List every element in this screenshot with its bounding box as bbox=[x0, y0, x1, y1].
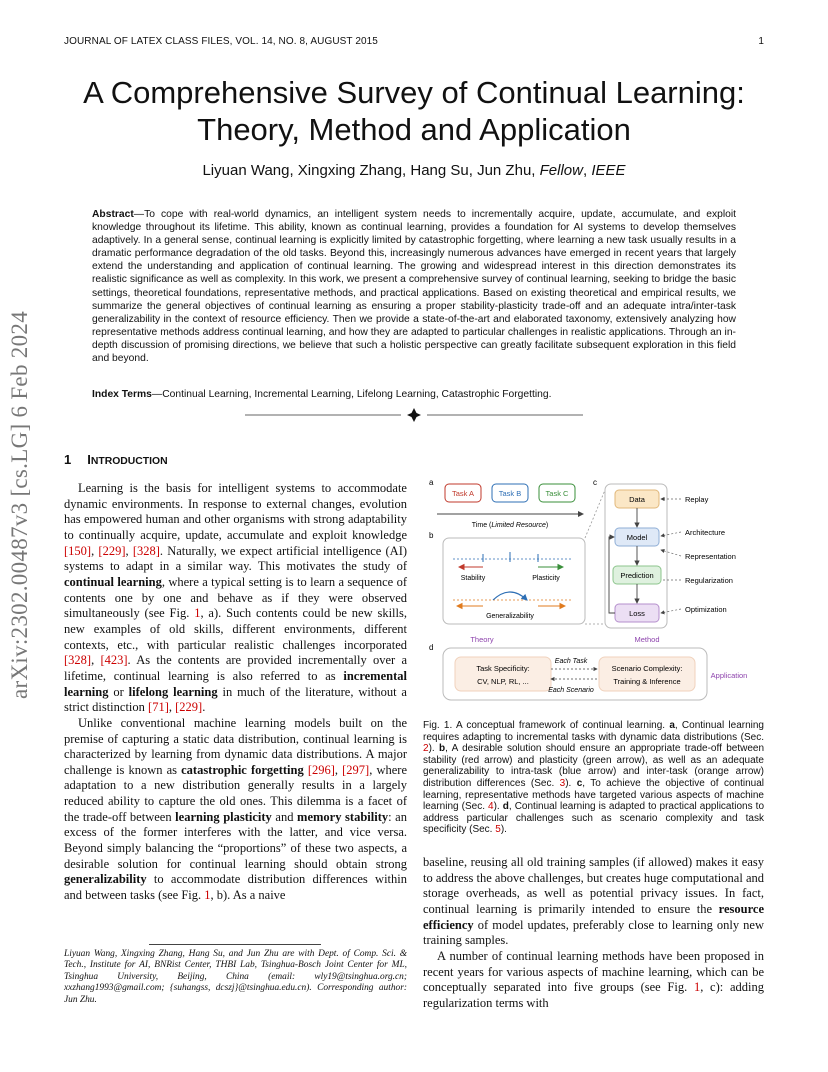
section-number: 1 bbox=[64, 452, 72, 467]
model-label: Model bbox=[626, 533, 648, 542]
intro-paragraph-3 bbox=[423, 949, 764, 1012]
abstract-label: Abstract bbox=[92, 209, 134, 220]
stability-label: Stability bbox=[460, 575, 486, 582]
bold-term: continual learning bbox=[64, 574, 162, 589]
optimization-label: Optimization bbox=[685, 605, 727, 614]
text: , bbox=[91, 543, 99, 558]
authors-names: Liyuan Wang, Xingxing Zhang, Hang Su, Jun Zhu, bbox=[202, 162, 540, 179]
text: , bbox=[334, 762, 343, 777]
each-task-label: Each Task bbox=[554, 658, 588, 665]
text: , where adaptation to a new distribution generally results in a largely reduced ability to capture the old ones. This dilemma is a facet of the trade-off between bbox=[64, 762, 407, 824]
text: Unlike conventional machine learning models built on the premise of capturing a static data distribution, continual learning is characterized by learning from dynamic data distributions. A major challenge is known as bbox=[64, 715, 407, 777]
footnote-rule bbox=[149, 944, 321, 945]
application-label: Application bbox=[710, 671, 748, 680]
index-terms bbox=[92, 388, 736, 401]
intro-paragraph-2 bbox=[64, 716, 407, 904]
journal-name: JOURNAL OF LATEX CLASS FILES, VOL. 14, NO. 8, AUGUST 2015 bbox=[64, 36, 378, 47]
section-link[interactable]: 5 bbox=[495, 824, 501, 836]
task-specificity-label: Task Specificity: bbox=[476, 664, 530, 673]
text: Learning is the basis for intelligent systems to accommodate dynamic environments. In response to external changes, evolution has empowered human and other organisms with strong adaptability to continually acquire, update, accumulate and exploit knowledge bbox=[64, 481, 407, 542]
citation-link[interactable]: [423] bbox=[100, 653, 128, 668]
left-column bbox=[64, 481, 407, 904]
bold-term: memory stability bbox=[297, 809, 389, 824]
panel-label-a: a bbox=[429, 478, 434, 487]
citation-link[interactable]: [297] bbox=[342, 762, 370, 777]
text: , where a typical setting is to learn a sequence of contents one by one and behave as if they were observed simultaneously (see Fig. bbox=[64, 574, 407, 621]
authors-fellow: Fellow bbox=[539, 162, 583, 179]
index-terms-text: —Continual Learning, Incremental Learning, Lifelong Learning, Catastrophic Forgetting. bbox=[151, 389, 552, 400]
author-footnote: Liyuan Wang, Xingxing Zhang, Hang Su, and Jun Zhu are with Dept. of Comp. Sci. & Tech., Institute for AI, BNRist Center, THBI Lab, Tsinghua-Bosch Joint Center for ML, Tsinghua University, Beijing, China (email: wly19@tsinghua.org.cn; xxzhang1993@gmail.com; {suhangss, dcszj}@tsinghua.edu.cn). Corresponding author: Jun Zhu. bbox=[64, 949, 407, 1005]
theory-label: Theory bbox=[470, 635, 494, 644]
section-link[interactable]: 3 bbox=[559, 777, 566, 789]
architecture-label: Architecture bbox=[685, 528, 726, 537]
text: , Continual learning is adapted to practical applications to address particular challenges such as scenario complexity and task specificity (Sec. bbox=[423, 801, 765, 836]
citation-link[interactable]: [296] bbox=[307, 762, 335, 777]
text: , Continual learning requires adapting to incremental tasks with dynamic data distributions (Sec. bbox=[423, 720, 764, 743]
abstract bbox=[92, 208, 736, 365]
plasticity-label: Plasticity bbox=[532, 575, 560, 582]
replay-label: Replay bbox=[685, 495, 709, 504]
authors-ieee: IEEE bbox=[591, 162, 626, 179]
citation-link[interactable]: [328] bbox=[64, 653, 92, 668]
citation-link[interactable]: [229] bbox=[175, 700, 203, 715]
text: , a). Such contents could be new skills, new examples of old skills, different environments, different contexts, etc., with particular realistic challenges incorporated bbox=[64, 606, 407, 652]
time-prefix: Time ( bbox=[471, 522, 492, 529]
time-suffix: ) bbox=[545, 522, 549, 529]
citation-link[interactable]: [150] bbox=[64, 543, 92, 558]
figure-1 bbox=[423, 476, 764, 712]
text: to accommodate distribution differences within and between tasks (see Fig. bbox=[64, 872, 407, 903]
section-title-rest: NTRODUCTION bbox=[90, 456, 168, 467]
section-link[interactable]: 4 bbox=[488, 801, 494, 813]
scenario-complexity-label: Scenario Complexity: bbox=[611, 664, 683, 673]
abstract-text: —To cope with real-world dynamics, an intelligent system needs to incrementally acquire, update, accumulate, and exploit knowledge throughout its lifetime. This ability, known as continual learning, provides a foundation for AI systems to develop themselves adaptively. In a general sense, continual learning is explicitly limited by catastrophic forgetting, where learning a new task usually results in a dramatic performance degradation of the old tasks. Beyond this, increasingly numerous advances have emerged in recent years that largely extend the understanding and application of continual learning. The growing and widespread interest in this direction demonstrates its realistic significance as well as complexity. In this work, we present a comprehensive survey of continual learning, seeking to bridge the basic settings, theoretical foundations, representative methods, and practical applications. Based on existing theoretical and empirical results, we summarize the general objectives of continual learning as ensuring a proper stability-plasticity trade-off and an adequate intra/inter-task generalizability in the context of resource efficiency. Then we provide a state-of-the-art and elaborated taxonomy, extensively analyzing how representative methods address continual learning, and how they are adapted to particular challenges in realistic applications. Through an in-depth discussion of promising directions, we believe that such a holistic perspective can greatly facilitate subsequent exploration in this field and beyond. bbox=[92, 209, 736, 365]
text: baseline, reusing all old training samples (if allowed) makes it easy to address the above challenges, but creates huge computational and storage overheads, as well as potential privacy issues. In fact, continual learning is primarily intended to ensure the bbox=[423, 855, 764, 916]
figure-1-diagram bbox=[423, 476, 764, 712]
text: ). bbox=[493, 801, 503, 813]
bold-term: incremental learning bbox=[64, 668, 407, 699]
authors-sep: , bbox=[582, 162, 592, 179]
citation-link[interactable]: [328] bbox=[132, 543, 160, 558]
text: ). bbox=[428, 743, 439, 755]
text: Fig. 1. A conceptual framework of continual learning. bbox=[423, 720, 670, 731]
loss-label: Loss bbox=[629, 609, 645, 618]
intro-paragraph-1 bbox=[64, 481, 407, 716]
task-a-label: Task A bbox=[451, 489, 475, 498]
bold-term: catastrophic forgetting bbox=[181, 762, 304, 777]
text: , bbox=[168, 700, 176, 715]
regularization-label: Regularization bbox=[685, 576, 733, 585]
section-divider bbox=[245, 408, 583, 422]
text: , To achieve the objective of continual learning, representative methods have targeted various aspects of machine learning (Sec. bbox=[423, 777, 764, 813]
text: A number of continual learning methods have been proposed in recent years for various aspects of machine learning, which can be conceptually separated into five groups (see Fig. bbox=[423, 948, 764, 995]
text: . bbox=[202, 700, 206, 715]
text: , c): adding regularization terms with bbox=[423, 980, 764, 1010]
connector bbox=[585, 490, 605, 538]
bold-letter: b bbox=[439, 743, 446, 755]
task-c-label: Task C bbox=[545, 489, 569, 498]
task-b-label: Task B bbox=[498, 489, 522, 498]
arxiv-id: arXiv:2302.00487v3 [cs.LG] 6 Feb 2024 bbox=[7, 311, 32, 699]
method-label: Method bbox=[634, 635, 660, 644]
text: , b). As a naive bbox=[210, 888, 286, 903]
text: ). bbox=[500, 824, 507, 836]
panel-label-b: b bbox=[429, 531, 434, 540]
intro-paragraph-2-continued bbox=[423, 855, 764, 949]
text: or bbox=[108, 684, 129, 699]
author-list bbox=[40, 162, 788, 179]
bold-letter: c bbox=[576, 777, 583, 789]
text: , bbox=[91, 653, 101, 668]
text: ). bbox=[565, 777, 577, 789]
citation-link[interactable]: [229] bbox=[98, 543, 126, 558]
right-column bbox=[423, 855, 764, 1012]
training-inference-label: Training & Inference bbox=[613, 677, 681, 686]
text: of model updates, preferably close to learning only new training samples. bbox=[423, 917, 764, 948]
figure-link[interactable]: 1 bbox=[194, 606, 201, 621]
title-line-2: Theory, Method and Application bbox=[197, 112, 631, 147]
time-label bbox=[472, 522, 548, 529]
paper-title bbox=[40, 74, 788, 148]
prediction-label: Prediction bbox=[620, 571, 654, 580]
index-terms-label: Index Terms bbox=[92, 389, 152, 400]
title-line-1: A Comprehensive Survey of Continual Learning: bbox=[83, 75, 745, 110]
text: and bbox=[271, 809, 298, 824]
text: in much of the literature, without a strict distinction bbox=[64, 684, 407, 715]
text: : an excess of the former interferes with the latter, and vice versa. Beyond simply balancing the “proportions” of these two aspects, a desirable solution for continual learning should obtain strong bbox=[64, 809, 407, 871]
text: . As the contents are provided incrementally over a lifetime, continual learning is also referred to as bbox=[64, 653, 407, 683]
representation-label: Representation bbox=[685, 552, 736, 561]
citation-link[interactable]: [71] bbox=[148, 700, 169, 715]
section-link[interactable]: 2 bbox=[423, 743, 429, 755]
time-italic: Limited Resource bbox=[491, 522, 546, 529]
bold-term: lifelong learning bbox=[128, 684, 218, 699]
data-label: Data bbox=[629, 495, 645, 504]
text: . Naturally, we expect artificial intelligence (AI) systems to adapt in a similar way. This motivates the study of bbox=[64, 543, 408, 574]
section-first-letter: I bbox=[87, 452, 91, 467]
panel-label-c: c bbox=[593, 478, 597, 487]
each-scenario-label: Each Scenario bbox=[548, 687, 594, 694]
running-header bbox=[64, 36, 764, 47]
text: , bbox=[125, 543, 133, 558]
bold-term: generalizability bbox=[64, 872, 147, 887]
figure-link[interactable]: 1 bbox=[693, 980, 701, 995]
generalizability-label: Generalizability bbox=[486, 613, 534, 620]
page-number: 1 bbox=[758, 36, 764, 47]
text: , A desirable solution should ensure an appropriate trade-off between stability (red arrow) and plasticity (green arrow), as well as an adequate generalizability to intra-task (blue arrow) and inter-task (orange arrow) distribution differences (Sec. bbox=[423, 743, 764, 789]
panel-label-d: d bbox=[429, 643, 434, 652]
arxiv-sidebar bbox=[0, 295, 40, 715]
bold-letter: d bbox=[502, 801, 509, 813]
figure-1-caption bbox=[423, 720, 764, 836]
bold-letter: a bbox=[669, 720, 675, 731]
task-examples-label: CV, NLP, RL, ... bbox=[477, 677, 529, 686]
bold-term: resource efficiency bbox=[423, 901, 764, 932]
bold-term: learning plasticity bbox=[175, 809, 272, 824]
section-heading-introduction bbox=[64, 452, 168, 467]
figure-link[interactable]: 1 bbox=[204, 888, 211, 903]
